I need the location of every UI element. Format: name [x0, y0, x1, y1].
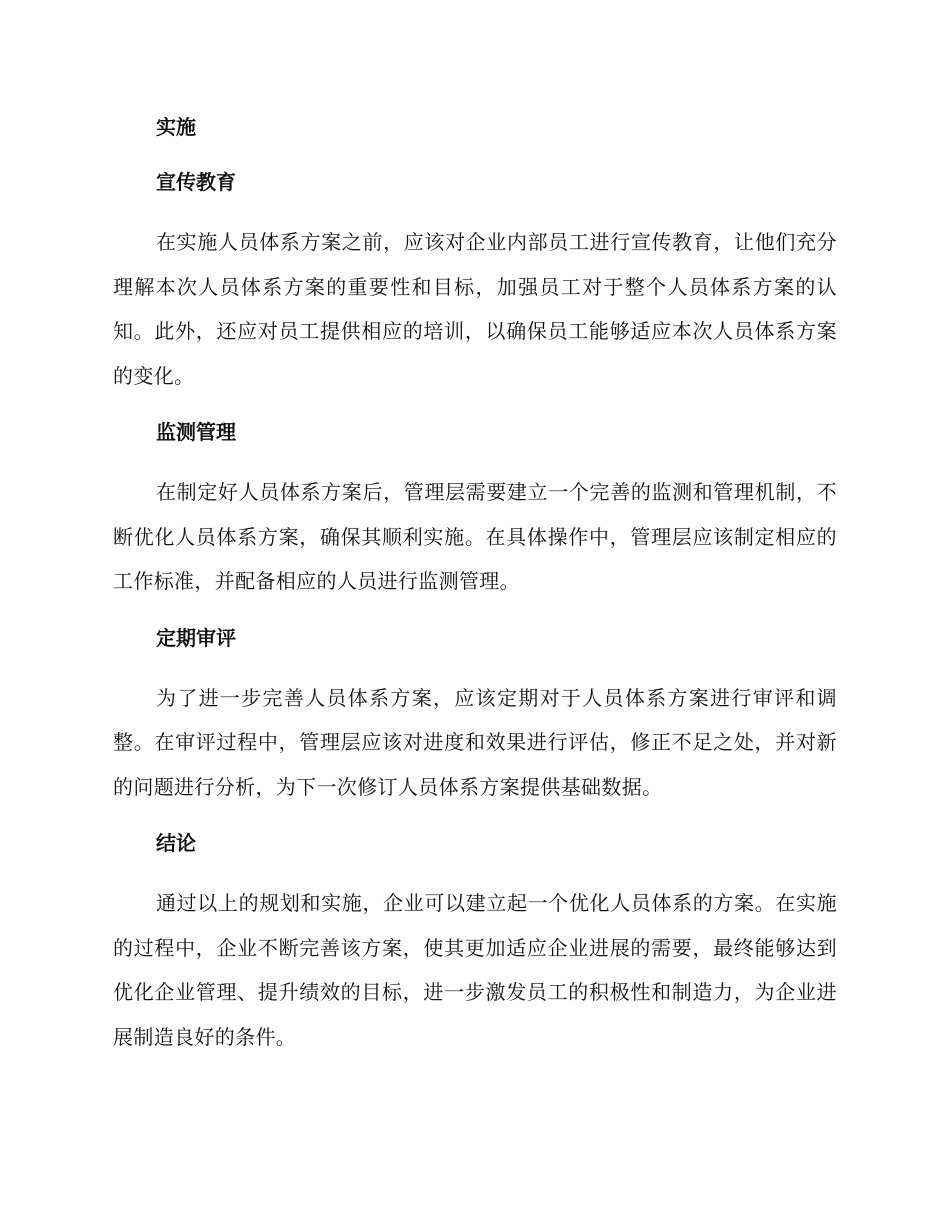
document-page [113, 110, 837, 1059]
paragraph-conclusion: 通过以上的规划和实施，企业可以建立起一个优化人员体系的方案。在实施的过程中，企业不断完善该方案，使其更加适应企业进展的需要，最终能够达到优化企业管理、提升绩效的目标，进一步激发员工的积极性和制造力，为企业进展制造良好的条件。 [113, 891, 837, 1049]
section-heading-publicity-education: 宣传教育 [156, 170, 236, 194]
section-heading-conclusion: 结论 [156, 831, 196, 855]
paragraph-publicity-education: 在实施人员体系方案之前，应该对企业内部员工进行宣传教育，让他们充分理解本次人员体系方案的重要性和目标，加强员工对于整个人员体系方案的认知。此外，还应对员工提供相应的培训，以确保员工能够适应本次人员体系方案的变化。 [113, 230, 837, 388]
section-heading-monitoring-management: 监测管理 [156, 420, 236, 444]
section-heading-periodic-review: 定期审评 [156, 625, 236, 650]
paragraph-monitoring-management: 在制定好人员体系方案后，管理层需要建立一个完善的监测和管理机制，不断优化人员体系方案，确保其顺利实施。在具体操作中，管理层应该制定相应的工作标准，并配备相应的人员进行监测管理。 [113, 480, 837, 593]
paragraph-periodic-review: 为了进一步完善人员体系方案，应该定期对于人员体系方案进行审评和调整。在审评过程中，管理层应该对进度和效果进行评估，修正不足之处，并对新的问题进行分析，为下一次修订人员体系方案提供基础数据。 [113, 685, 837, 799]
section-heading-implementation: 实施 [156, 115, 196, 139]
